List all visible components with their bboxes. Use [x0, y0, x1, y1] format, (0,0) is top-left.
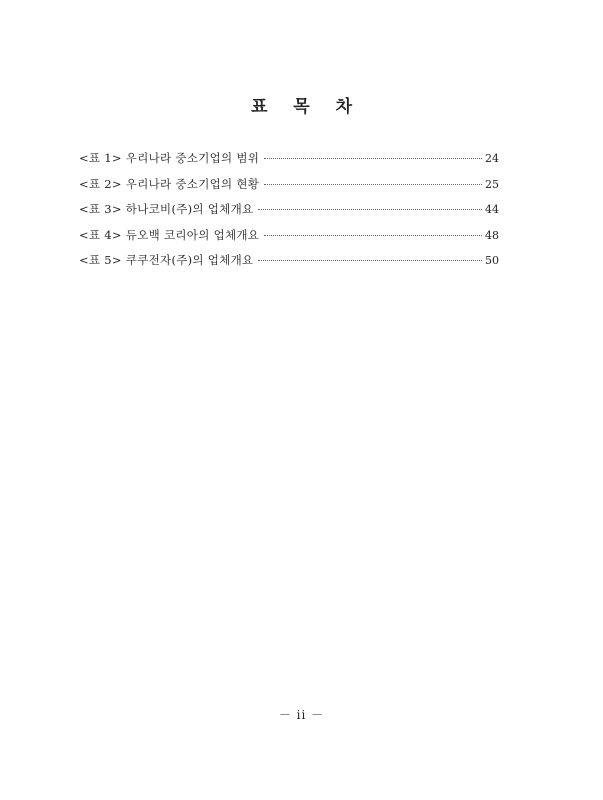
toc-entry-label: <표 2> 우리나라 중소기업의 현황 — [79, 176, 260, 191]
toc-entry-label: <표 3> 하나코비(주)의 업체개요 — [79, 202, 254, 216]
toc-entry-table-1[interactable] — [79, 150, 499, 176]
toc-entry-page-number: 48 — [485, 228, 499, 242]
dot-leader — [258, 208, 482, 210]
toc-entry-table-2[interactable] — [79, 176, 499, 202]
table-of-tables-list — [79, 150, 499, 278]
toc-entry-page-number: 25 — [485, 177, 499, 191]
toc-entry-table-3[interactable] — [79, 201, 499, 227]
toc-entry-page-number: 44 — [485, 203, 499, 216]
toc-entry-label: <표 1> 우리나라 중소기업의 범위 — [79, 151, 260, 165]
toc-entry-table-4[interactable] — [79, 227, 499, 253]
toc-entry-table-5[interactable] — [79, 252, 499, 278]
dot-leader — [264, 157, 482, 159]
dot-leader — [264, 234, 482, 236]
page-title: 표 목 차 — [250, 97, 363, 117]
dot-leader — [258, 259, 482, 261]
page-number-footer: － ii － — [278, 708, 325, 722]
dot-leader — [264, 183, 482, 185]
toc-entry-page-number: 50 — [485, 254, 499, 267]
toc-entry-label: <표 4> 듀오백 코리아의 업체개요 — [79, 227, 260, 242]
toc-entry-page-number: 24 — [485, 152, 499, 165]
toc-entry-label: <표 5> 쿠쿠전자(주)의 업체개요 — [79, 253, 254, 267]
